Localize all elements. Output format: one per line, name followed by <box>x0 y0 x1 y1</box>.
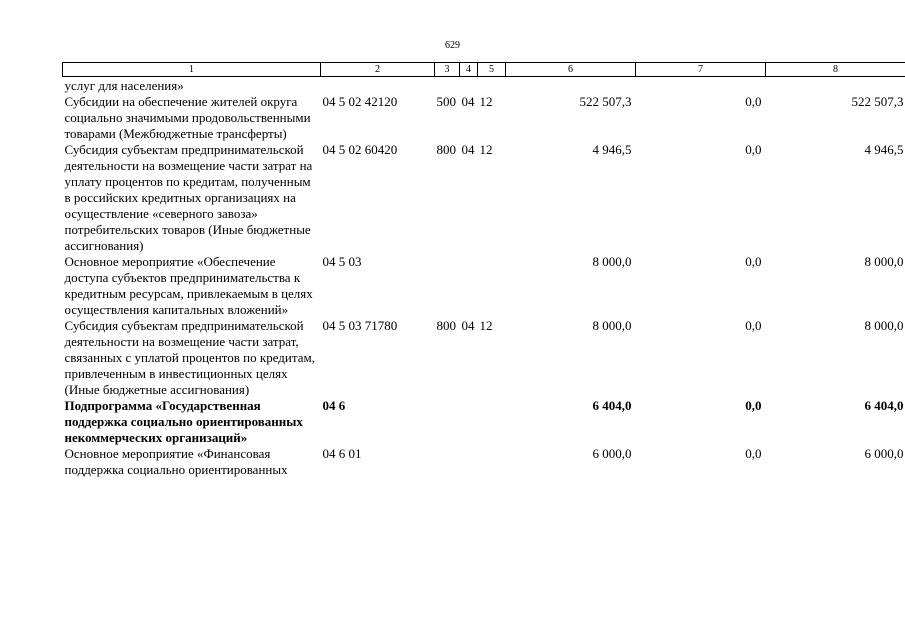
row-amount-6 <box>506 77 636 95</box>
row-section <box>460 77 478 95</box>
row-subsection <box>478 398 506 446</box>
column-number-8: 8 <box>766 63 905 77</box>
row-name: Подпрограмма «Государственная поддержка социально ориентированных некоммерческих организаций» <box>64 398 303 445</box>
table-row <box>63 142 905 254</box>
row-code: 04 5 02 60420 <box>322 142 398 157</box>
row-amount-8: 4 946,5 <box>864 142 904 157</box>
row-amount-7: 0,0 <box>745 94 762 109</box>
row-amount-6: 8 000,0 <box>592 254 632 269</box>
row-section: 04 <box>461 94 475 109</box>
row-amount-8: 8 000,0 <box>864 254 904 269</box>
row-code: 04 5 03 <box>322 254 362 269</box>
row-expense-type <box>435 254 460 318</box>
row-name: Основное мероприятие «Финансовая поддержка социально ориентированных <box>64 446 288 477</box>
column-number-1: 1 <box>63 63 321 77</box>
row-amount-6: 6 000,0 <box>592 446 632 461</box>
row-amount-7: 0,0 <box>745 398 762 413</box>
column-number-6: 6 <box>506 63 636 77</box>
row-code: 04 6 01 <box>322 446 362 461</box>
row-section: 04 <box>461 318 475 333</box>
table-row <box>63 398 905 446</box>
row-amount-8 <box>766 77 905 95</box>
row-expense-type <box>435 446 460 478</box>
budget-table <box>62 62 905 478</box>
row-section <box>460 254 478 318</box>
row-subsection <box>478 254 506 318</box>
row-subsection: 12 <box>479 318 493 333</box>
table-row <box>63 254 905 318</box>
row-code: 04 5 03 71780 <box>322 318 398 333</box>
row-amount-6: 8 000,0 <box>592 318 632 333</box>
row-amount-7: 0,0 <box>745 142 762 157</box>
row-subsection: 12 <box>479 94 493 109</box>
column-number-3: 3 <box>435 63 460 77</box>
row-amount-6: 4 946,5 <box>592 142 632 157</box>
row-section: 04 <box>461 142 475 157</box>
row-section <box>460 446 478 478</box>
page-number: 629 <box>445 40 460 51</box>
table-row <box>63 446 905 478</box>
row-name: Субсидия субъектам предпринимательской деятельности на возмещение части затрат, связанных с уплатой процентов по кредитам, привлеченным в инвестиционных целях (Иные бюджетные ассигнования) <box>64 318 315 397</box>
row-amount-8: 6 000,0 <box>864 446 904 461</box>
column-number-5: 5 <box>478 63 506 77</box>
row-amount-6: 6 404,0 <box>592 398 632 413</box>
row-amount-7: 0,0 <box>745 254 762 269</box>
row-amount-6: 522 507,3 <box>579 94 632 109</box>
row-code: 04 5 02 42120 <box>322 94 398 109</box>
row-expense-type: 500 <box>436 94 456 109</box>
column-number-7: 7 <box>636 63 766 77</box>
row-name: Субсидии на обеспечение жителей округа социально значимыми продовольственными товарами (Межбюджетные трансферты) <box>64 94 311 141</box>
row-name: Основное мероприятие «Обеспечение доступа субъектов предпринимательства к кредитным ресурсам, привлекаемым в целях осуществления капитальных вложений» <box>64 254 313 317</box>
row-subsection <box>478 446 506 478</box>
table-row <box>63 94 905 142</box>
row-amount-7 <box>636 77 766 95</box>
column-number-4: 4 <box>460 63 478 77</box>
row-expense-type: 800 <box>436 318 456 333</box>
row-name: Субсидия субъектам предпринимательской деятельности на возмещение части затрат на уплату процентов по кредитам, полученным в российских кредитных организациях на осуществление «северного завоза» потребительских товаров (Иные бюджетные ассигнования) <box>64 142 313 253</box>
row-name: услуг для населения» <box>64 78 184 93</box>
table-row <box>63 318 905 398</box>
column-number-2: 2 <box>321 63 435 77</box>
column-number-row <box>63 63 905 77</box>
row-amount-8: 8 000,0 <box>864 318 904 333</box>
table-row <box>63 77 905 95</box>
row-amount-8: 6 404,0 <box>864 398 904 413</box>
row-subsection <box>478 77 506 95</box>
row-expense-type: 800 <box>436 142 456 157</box>
row-amount-8: 522 507,3 <box>851 94 904 109</box>
row-amount-7: 0,0 <box>745 446 762 461</box>
row-subsection: 12 <box>479 142 493 157</box>
row-code: 04 6 <box>322 398 346 413</box>
row-amount-7: 0,0 <box>745 318 762 333</box>
row-expense-type <box>435 398 460 446</box>
row-expense-type <box>435 77 460 95</box>
row-section <box>460 398 478 446</box>
row-code <box>321 77 435 95</box>
